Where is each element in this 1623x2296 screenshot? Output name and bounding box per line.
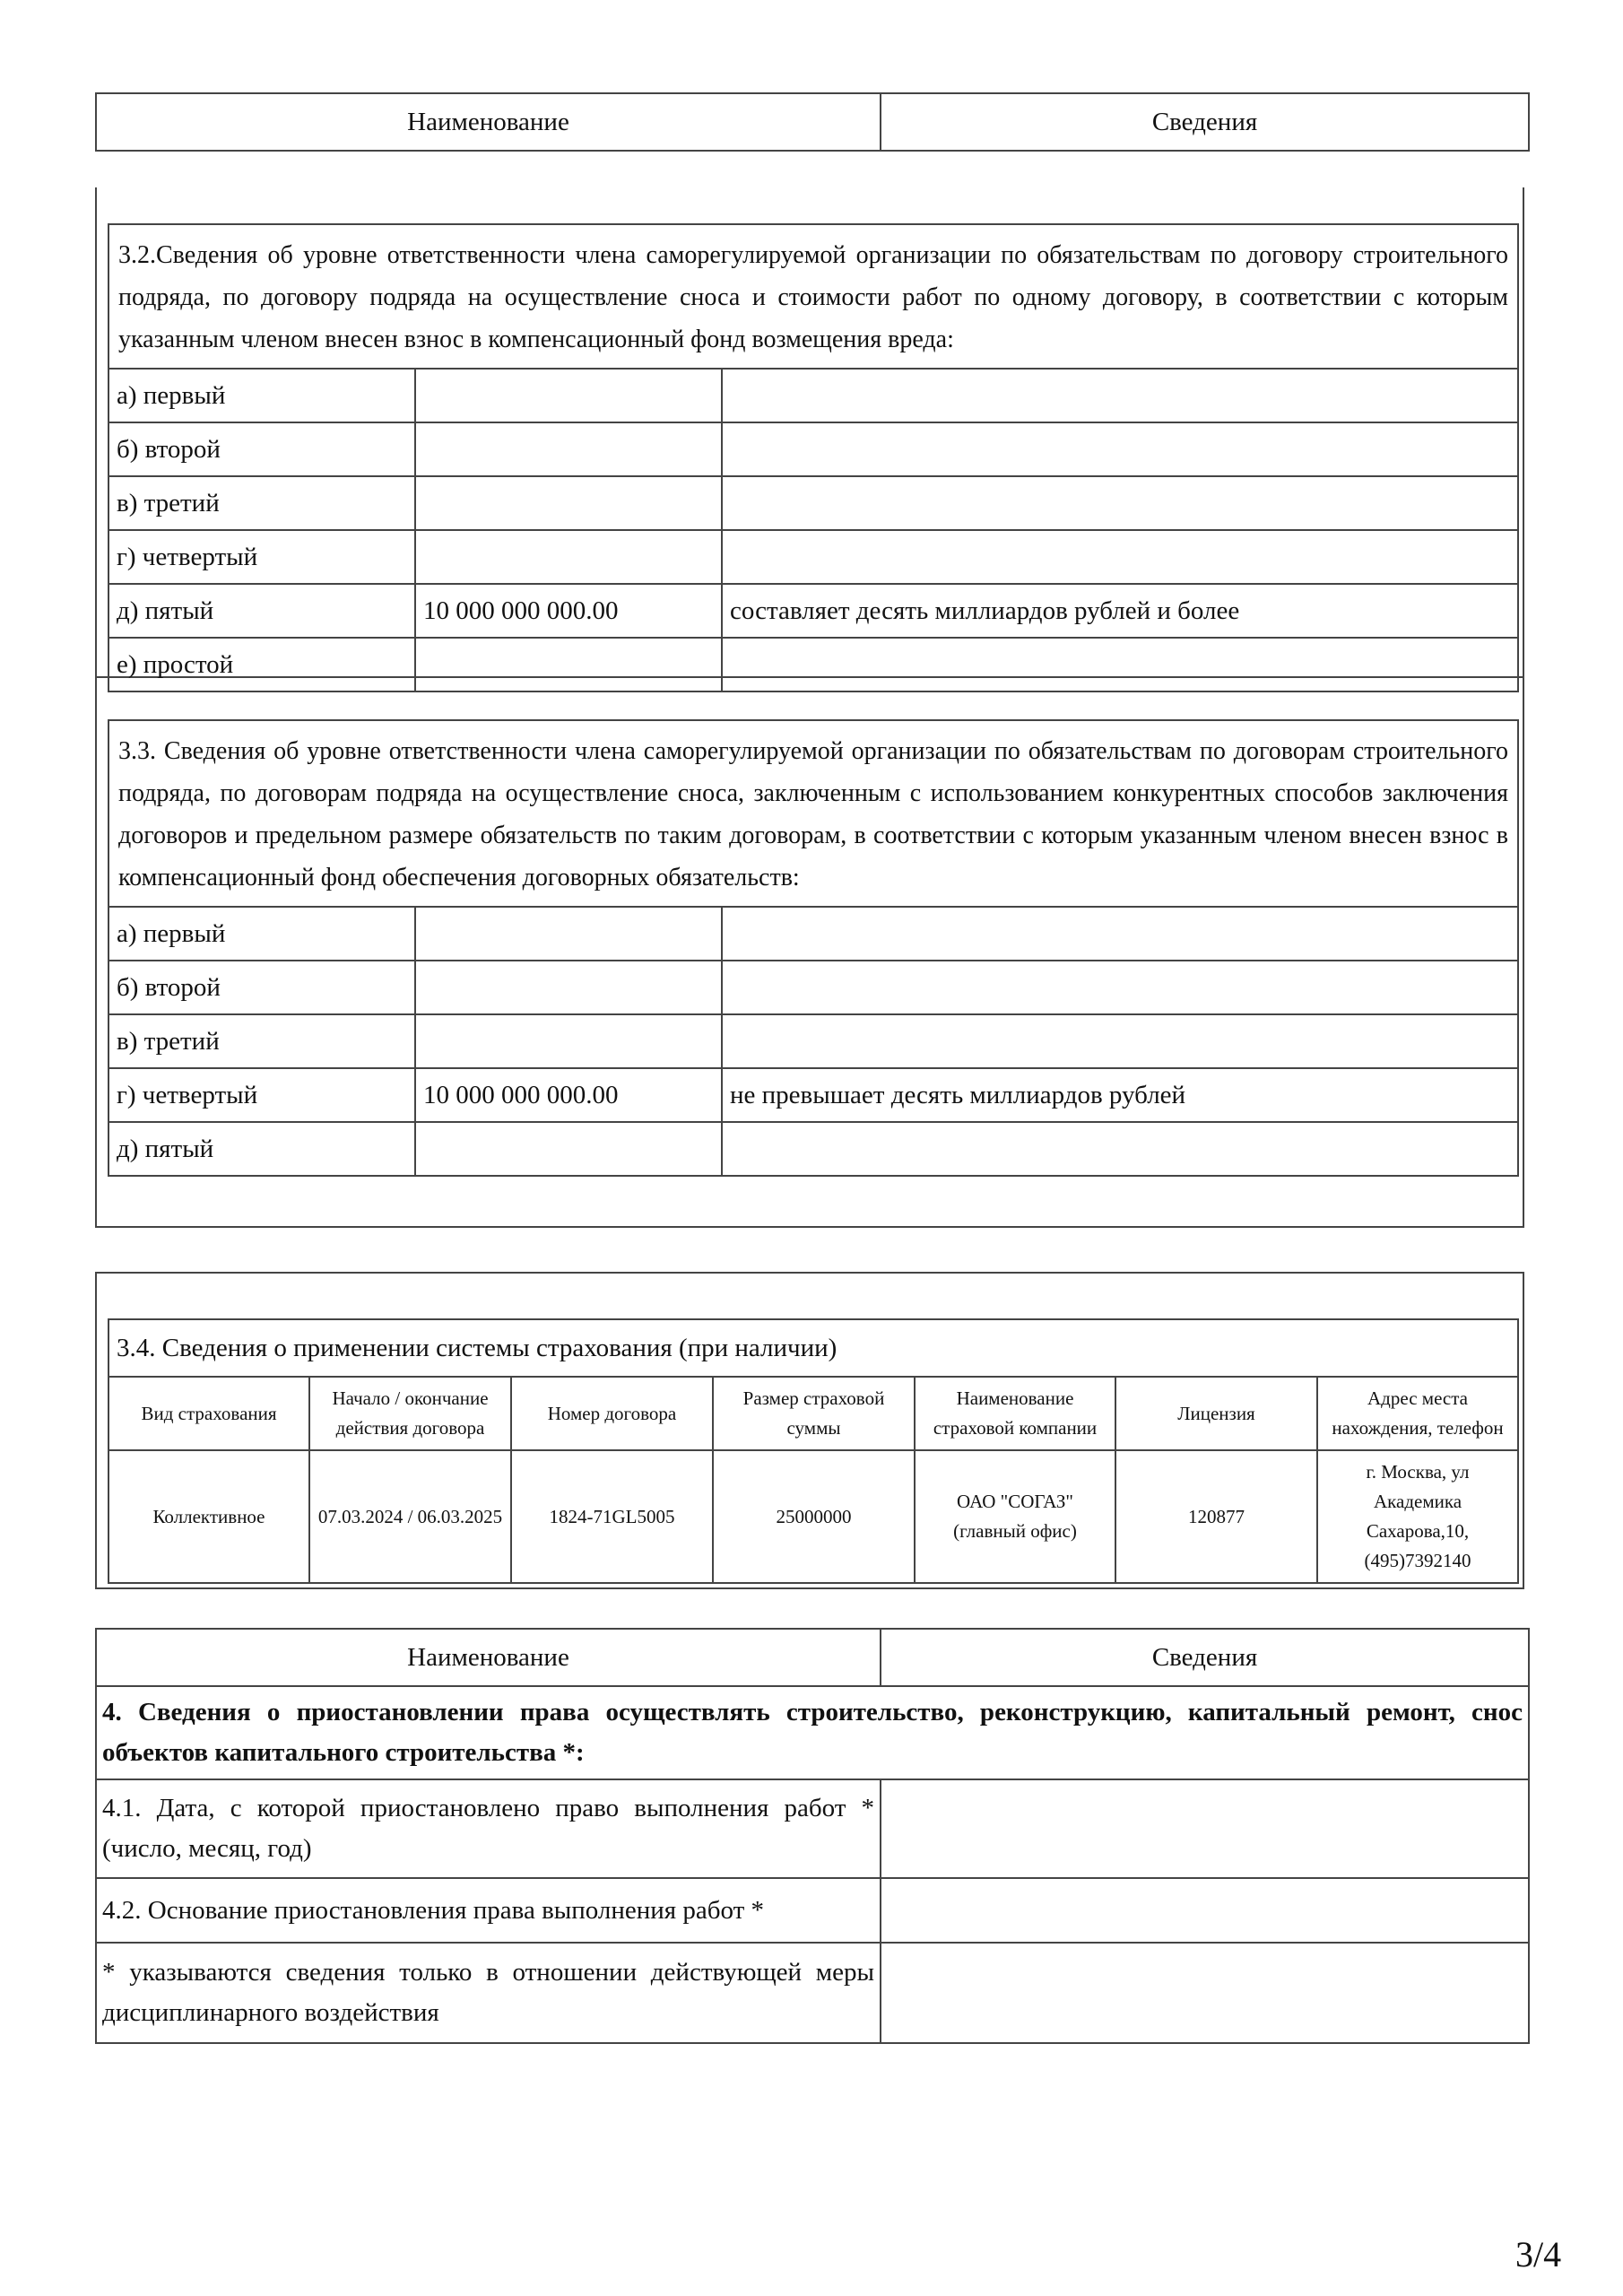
row-description bbox=[722, 530, 1518, 584]
row-amount bbox=[415, 961, 722, 1014]
table-row bbox=[108, 369, 1518, 422]
section-3-3-intro: 3.3. Сведения об уровне ответственности члена саморегулируемой организации по обязательствам по договорам строительного подряда, по договорам подряда на осуществление сноса, заключенным с использованием конкурентных способов заключения договоров и предельном размере обязательств по таким договорам, в соответствии с которым указанным членом внесен взнос в компенсационный фонд обеспечения договорных обязательств: bbox=[108, 720, 1518, 907]
row-label: в) третий bbox=[108, 1014, 415, 1068]
row-amount bbox=[415, 530, 722, 584]
table-row bbox=[96, 1878, 1529, 1943]
row-label: а) первый bbox=[108, 907, 415, 961]
column-header: Наименование страховой компании bbox=[915, 1377, 1115, 1450]
table-row bbox=[108, 1014, 1518, 1068]
column-header: Размер страховой суммы bbox=[713, 1377, 915, 1450]
insurance-period: 07.03.2024 / 06.03.2025 bbox=[309, 1450, 511, 1583]
header-name-cell: Наименование bbox=[96, 1629, 881, 1686]
item-label: 4.1. Дата, с которой приостановлено право выполнения работ * (число, месяц, год) bbox=[96, 1779, 881, 1878]
row-description bbox=[722, 1122, 1518, 1176]
item-label: * указываются сведения только в отношении действующей меры дисциплинарного воздействия bbox=[96, 1943, 881, 2043]
section-4-title: 4. Сведения о приостановлении права осуществлять строительство, реконструкцию, капитальный ремонт, снос объектов капитального строительства *: bbox=[96, 1686, 1529, 1779]
table-row bbox=[108, 1068, 1518, 1122]
section-3-3-table bbox=[108, 719, 1519, 1177]
row-label: б) второй bbox=[108, 422, 415, 476]
row-amount bbox=[415, 907, 722, 961]
section-3-2-table bbox=[108, 223, 1519, 692]
insurance-address: г. Москва, ул Академика Сахарова,10, (495)7392140 bbox=[1317, 1450, 1518, 1583]
section-3-2-box bbox=[95, 187, 1524, 678]
row-description: составляет десять миллиардов рублей и более bbox=[722, 584, 1518, 638]
insurance-sum: 25000000 bbox=[713, 1450, 915, 1583]
row-label: в) третий bbox=[108, 476, 415, 530]
row-description bbox=[722, 1014, 1518, 1068]
header-name-cell: Наименование bbox=[96, 93, 881, 151]
row-amount bbox=[415, 476, 722, 530]
insurance-company: ОАО "СОГАЗ" (главный офис) bbox=[915, 1450, 1115, 1583]
page-number: 3/4 bbox=[1515, 2234, 1562, 2274]
table-row bbox=[96, 1943, 1529, 2043]
row-description bbox=[722, 476, 1518, 530]
section-3-4-box bbox=[95, 1272, 1524, 1589]
row-amount bbox=[415, 369, 722, 422]
row-description bbox=[722, 369, 1518, 422]
insurance-contract: 1824-71GL5005 bbox=[511, 1450, 713, 1583]
table-row bbox=[108, 584, 1518, 638]
table-row bbox=[108, 907, 1518, 961]
table-row bbox=[108, 961, 1518, 1014]
table-row bbox=[96, 1779, 1529, 1878]
table-row bbox=[108, 530, 1518, 584]
row-label: е) простой bbox=[108, 638, 415, 691]
row-description bbox=[722, 961, 1518, 1014]
column-header: Номер договора bbox=[511, 1377, 713, 1450]
section-3-2-intro: 3.2.Сведения об уровне ответственности члена саморегулируемой организации по обязательствам по договору строительного подряда, по договору подряда на осуществление сноса и стоимости работ по одному договору, в соответствии с которым указанным членом внесен взнос в компенсационный фонд возмещения вреда: bbox=[108, 224, 1518, 369]
item-value bbox=[881, 1878, 1529, 1943]
row-description bbox=[722, 422, 1518, 476]
table-row bbox=[108, 422, 1518, 476]
table-row bbox=[108, 1450, 1518, 1583]
item-value bbox=[881, 1943, 1529, 2043]
section-3-3-box bbox=[95, 676, 1524, 1228]
insurance-table bbox=[108, 1318, 1519, 1584]
insurance-type: Коллективное bbox=[108, 1450, 309, 1583]
header-info-cell: Сведения bbox=[881, 93, 1529, 151]
insurance-header-row bbox=[108, 1377, 1518, 1450]
row-amount bbox=[415, 422, 722, 476]
row-description: не превышает десять миллиардов рублей bbox=[722, 1068, 1518, 1122]
table-row bbox=[108, 1122, 1518, 1176]
section-3-4-title: 3.4. Сведения о применении системы страхования (при наличии) bbox=[108, 1319, 1518, 1377]
header-info-cell: Сведения bbox=[881, 1629, 1529, 1686]
row-label: д) пятый bbox=[108, 1122, 415, 1176]
insurance-license: 120877 bbox=[1115, 1450, 1317, 1583]
row-label: г) четвертый bbox=[108, 530, 415, 584]
column-header: Вид страхования bbox=[108, 1377, 309, 1450]
table-row bbox=[108, 476, 1518, 530]
column-header: Адрес места нахождения, телефон bbox=[1317, 1377, 1518, 1450]
row-label: г) четвертый bbox=[108, 1068, 415, 1122]
row-amount bbox=[415, 1122, 722, 1176]
row-label: д) пятый bbox=[108, 584, 415, 638]
row-label: а) первый bbox=[108, 369, 415, 422]
row-amount bbox=[415, 1014, 722, 1068]
item-label: 4.2. Основание приостановления права выполнения работ * bbox=[96, 1878, 881, 1943]
row-amount: 10 000 000 000.00 bbox=[415, 1068, 722, 1122]
item-value bbox=[881, 1779, 1529, 1878]
column-header: Начало / окончание действия договора bbox=[309, 1377, 511, 1450]
row-description bbox=[722, 907, 1518, 961]
column-header: Лицензия bbox=[1115, 1377, 1317, 1450]
row-label: б) второй bbox=[108, 961, 415, 1014]
section-4-table bbox=[95, 1628, 1530, 2044]
header-table bbox=[95, 92, 1530, 152]
row-amount: 10 000 000 000.00 bbox=[415, 584, 722, 638]
